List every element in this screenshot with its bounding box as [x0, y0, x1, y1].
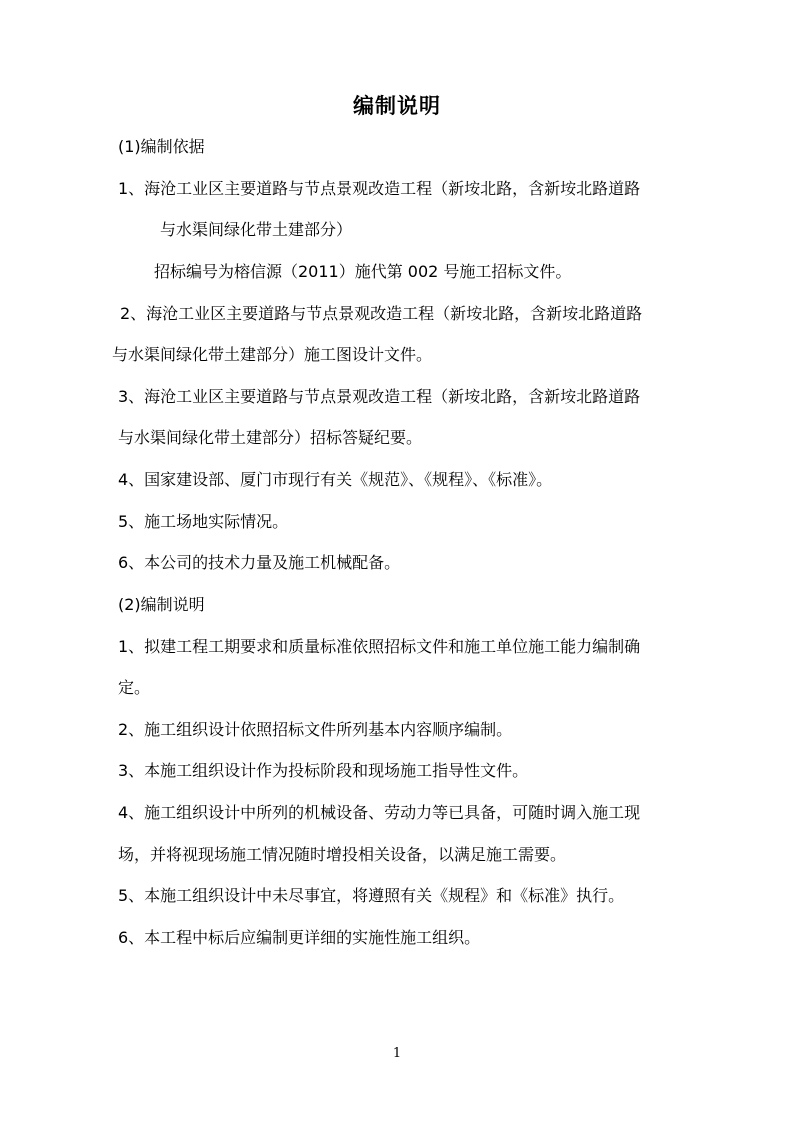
page-number: 1: [392, 1046, 402, 1061]
basis-item-5: 5、施工场地实际情况。: [118, 512, 289, 531]
section-heading-notes: (2)编制说明: [118, 595, 205, 614]
basis-item-4: 4、国家建设部、厦门市现行有关《规范》、《规程》、《标准》。: [118, 470, 553, 489]
notes-item-6: 6、本工程中标后应编制更详细的实施性施工组织。: [118, 928, 481, 947]
notes-item-1-line-1: 1、拟建工程工期要求和质量标准依照招标文件和施工单位施工能力编制确: [118, 637, 641, 656]
notes-item-2: 2、施工组织设计依照招标文件所列基本内容顺序编制。: [118, 720, 513, 739]
basis-item-1-line-3: 招标编号为榕信源（2011）施代第 002 号施工招标文件。: [154, 262, 572, 281]
notes-item-4-line-1: 4、施工组织设计中所列的机械设备、劳动力等已具备，可随时调入施工现: [118, 803, 641, 822]
basis-item-3-line-1: 3、海沧工业区主要道路与节点景观改造工程（新垵北路，含新垵北路道路: [118, 387, 641, 406]
notes-item-4-line-2: 场，并将视现场施工情况随时增投相关设备，以满足施工需要。: [118, 845, 567, 864]
basis-item-1-line-2: 与水渠间绿化带土建部分）: [160, 220, 353, 239]
notes-item-3: 3、本施工组织设计作为投标阶段和现场施工指导性文件。: [118, 761, 529, 780]
basis-item-1-line-1: 1、海沧工业区主要道路与节点景观改造工程（新垵北路，含新垵北路道路: [118, 179, 641, 198]
basis-item-2-line-1: 2、海沧工业区主要道路与节点景观改造工程（新垵北路，含新垵北路道路: [120, 304, 643, 323]
section-heading-basis: (1)编制依据: [118, 137, 205, 156]
basis-item-6: 6、本公司的技术力量及施工机械配备。: [118, 553, 401, 572]
basis-item-3-line-2: 与水渠间绿化带土建部分）招标答疑纪要。: [118, 428, 423, 447]
document-title: 编制说明: [353, 93, 441, 118]
notes-item-5: 5、本施工组织设计中未尽事宜，将遵照有关《规程》和《标准》执行。: [118, 886, 625, 905]
basis-item-2-line-2: 与水渠间绿化带土建部分）施工图设计文件。: [112, 345, 433, 364]
notes-item-1-line-2: 定。: [118, 678, 151, 697]
